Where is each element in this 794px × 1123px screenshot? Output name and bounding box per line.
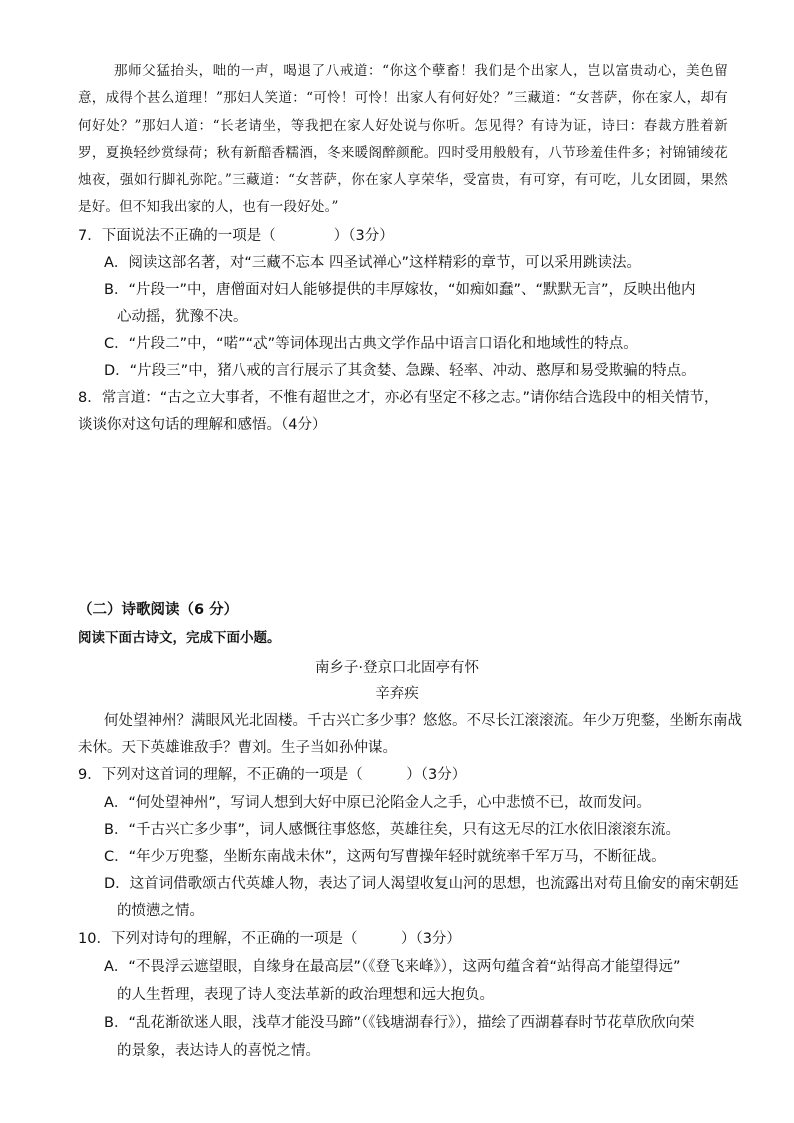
question-9-option-c: C．“年少万兜鍪，坐断东南战未休”，这两句写曹操年轻时就统率千军万马，不断征战。: [104, 849, 666, 865]
question-10-option-a: A．“不畏浮云遮望眼，自缘身在最高层”（《登飞来峰》），这两句蕴含着“站得高才能望得远”: [104, 959, 681, 975]
question-9-option-d-cont: 的愤懑之情。: [117, 903, 204, 919]
question-10-option-b: B．“乱花渐欲迷人眼，浅草才能没马蹄”（《钱塘湖春行》），描绘了西湖暮春时节花草欣欣向荣: [104, 1015, 695, 1031]
question-10-option-b-cont: 的景象，表达诗人的喜悦之情。: [117, 1043, 320, 1059]
novel-excerpt: [78, 58, 728, 222]
poem-line-2: 未休。天下英雄谁敌手？曹刘。生子当如孙仲谋。: [78, 740, 397, 756]
question-10-stem: 10．下列对诗句的理解，不正确的一项是（ ）（3分）: [78, 931, 461, 947]
question-8-line-1: 8．常言道：“古之立大事者，不惟有超世之才，亦必有坚定不移之志。”请你结合选段中的相关情节，: [78, 390, 719, 406]
question-7-stem: 7．下面说法不正确的一项是（ ）（3分）: [78, 228, 394, 244]
question-7-option-b-cont: 心动摇，犹豫不决。: [117, 309, 248, 325]
question-7-option-b: B．“片段一”中，唐僧面对妇人能够提供的丰厚嫁妆，“如痴如蠢”、“默默无言”，反映出他内: [104, 282, 696, 298]
section-title: （二）诗歌阅读（6 分）: [78, 602, 239, 618]
poem-line-1: 何处望神州？满眼风光北固楼。千古兴亡多少事？悠悠。不尽长江滚滚流。年少万兜鍪，坐断东南战: [104, 713, 742, 729]
question-9-option-d: D．这首词借歌颂古代英雄人物，表达了词人渴望收复山河的思想，也流露出对苟且偷安的南宋朝廷: [104, 876, 739, 892]
question-9-option-b: B．“千古兴亡多少事”，词人感慨往事悠悠，英雄往矣，只有这无尽的江水依旧滚滚东流。: [104, 822, 680, 838]
excerpt-paragraph: 那师父猛抬头，咄的一声，喝退了八戒道：“你这个孽畜！我们是个出家人，岂以富贵动心，美色留意，成得个甚么道理！”那妇人笑道：“可怜！可怜！出家人有何好处？”三藏道：“女菩萨，你在家人，却有何好处？”那妇人道：“长老请坐，等我把在家人好处说与你听。怎见得？有诗为证，诗曰：春裁方胜着新罗，夏换轻纱赏绿荷；秋有新醅香糯酒，冬来暖阁醉颜酡。四时受用般般有，八节珍羞佳件多；衬锦铺绫花烛夜，强如行脚礼弥陀。”三藏道：“女菩萨，你在家人享荣华，受富贵，有可穿，有可吃，儿女团圆，果然是好。但不知我出家的人，也有一段好处。”: [78, 63, 728, 216]
question-10-option-a-cont: 的人生哲理，表现了诗人变法革新的政治理想和远大抱负。: [117, 987, 494, 1003]
instruction: 阅读下面古诗文，完成下面小题。: [78, 630, 281, 646]
poem-title: 南乡子·登京口北固亭有怀: [314, 660, 480, 676]
question-7-option-c: C．“片段二”中，“喏”“忒”等词体现出古典文学作品中语言口语化和地域性的特点。: [104, 336, 638, 352]
question-9-stem: 9．下列对这首词的理解，不正确的一项是（ ）（3分）: [78, 767, 467, 783]
question-7-option-a: A．阅读这部名著，对“三藏不忘本 四圣试禅心”这样精彩的章节，可以采用跳读法。: [104, 255, 642, 271]
poem-author: 辛弃疾: [375, 686, 419, 702]
question-9-option-a: A．“何处望神州”，写词人想到大好中原已沦陷金人之手，心中悲愤不已，故而发问。: [104, 795, 651, 811]
question-8-line-2: 谈谈你对这句话的理解和感悟。（4分）: [78, 417, 327, 433]
question-7-option-d: D．“片段三”中，猪八戒的言行展示了其贪婪、急躁、轻率、冲动、憨厚和易受欺骗的特点。: [104, 363, 696, 379]
